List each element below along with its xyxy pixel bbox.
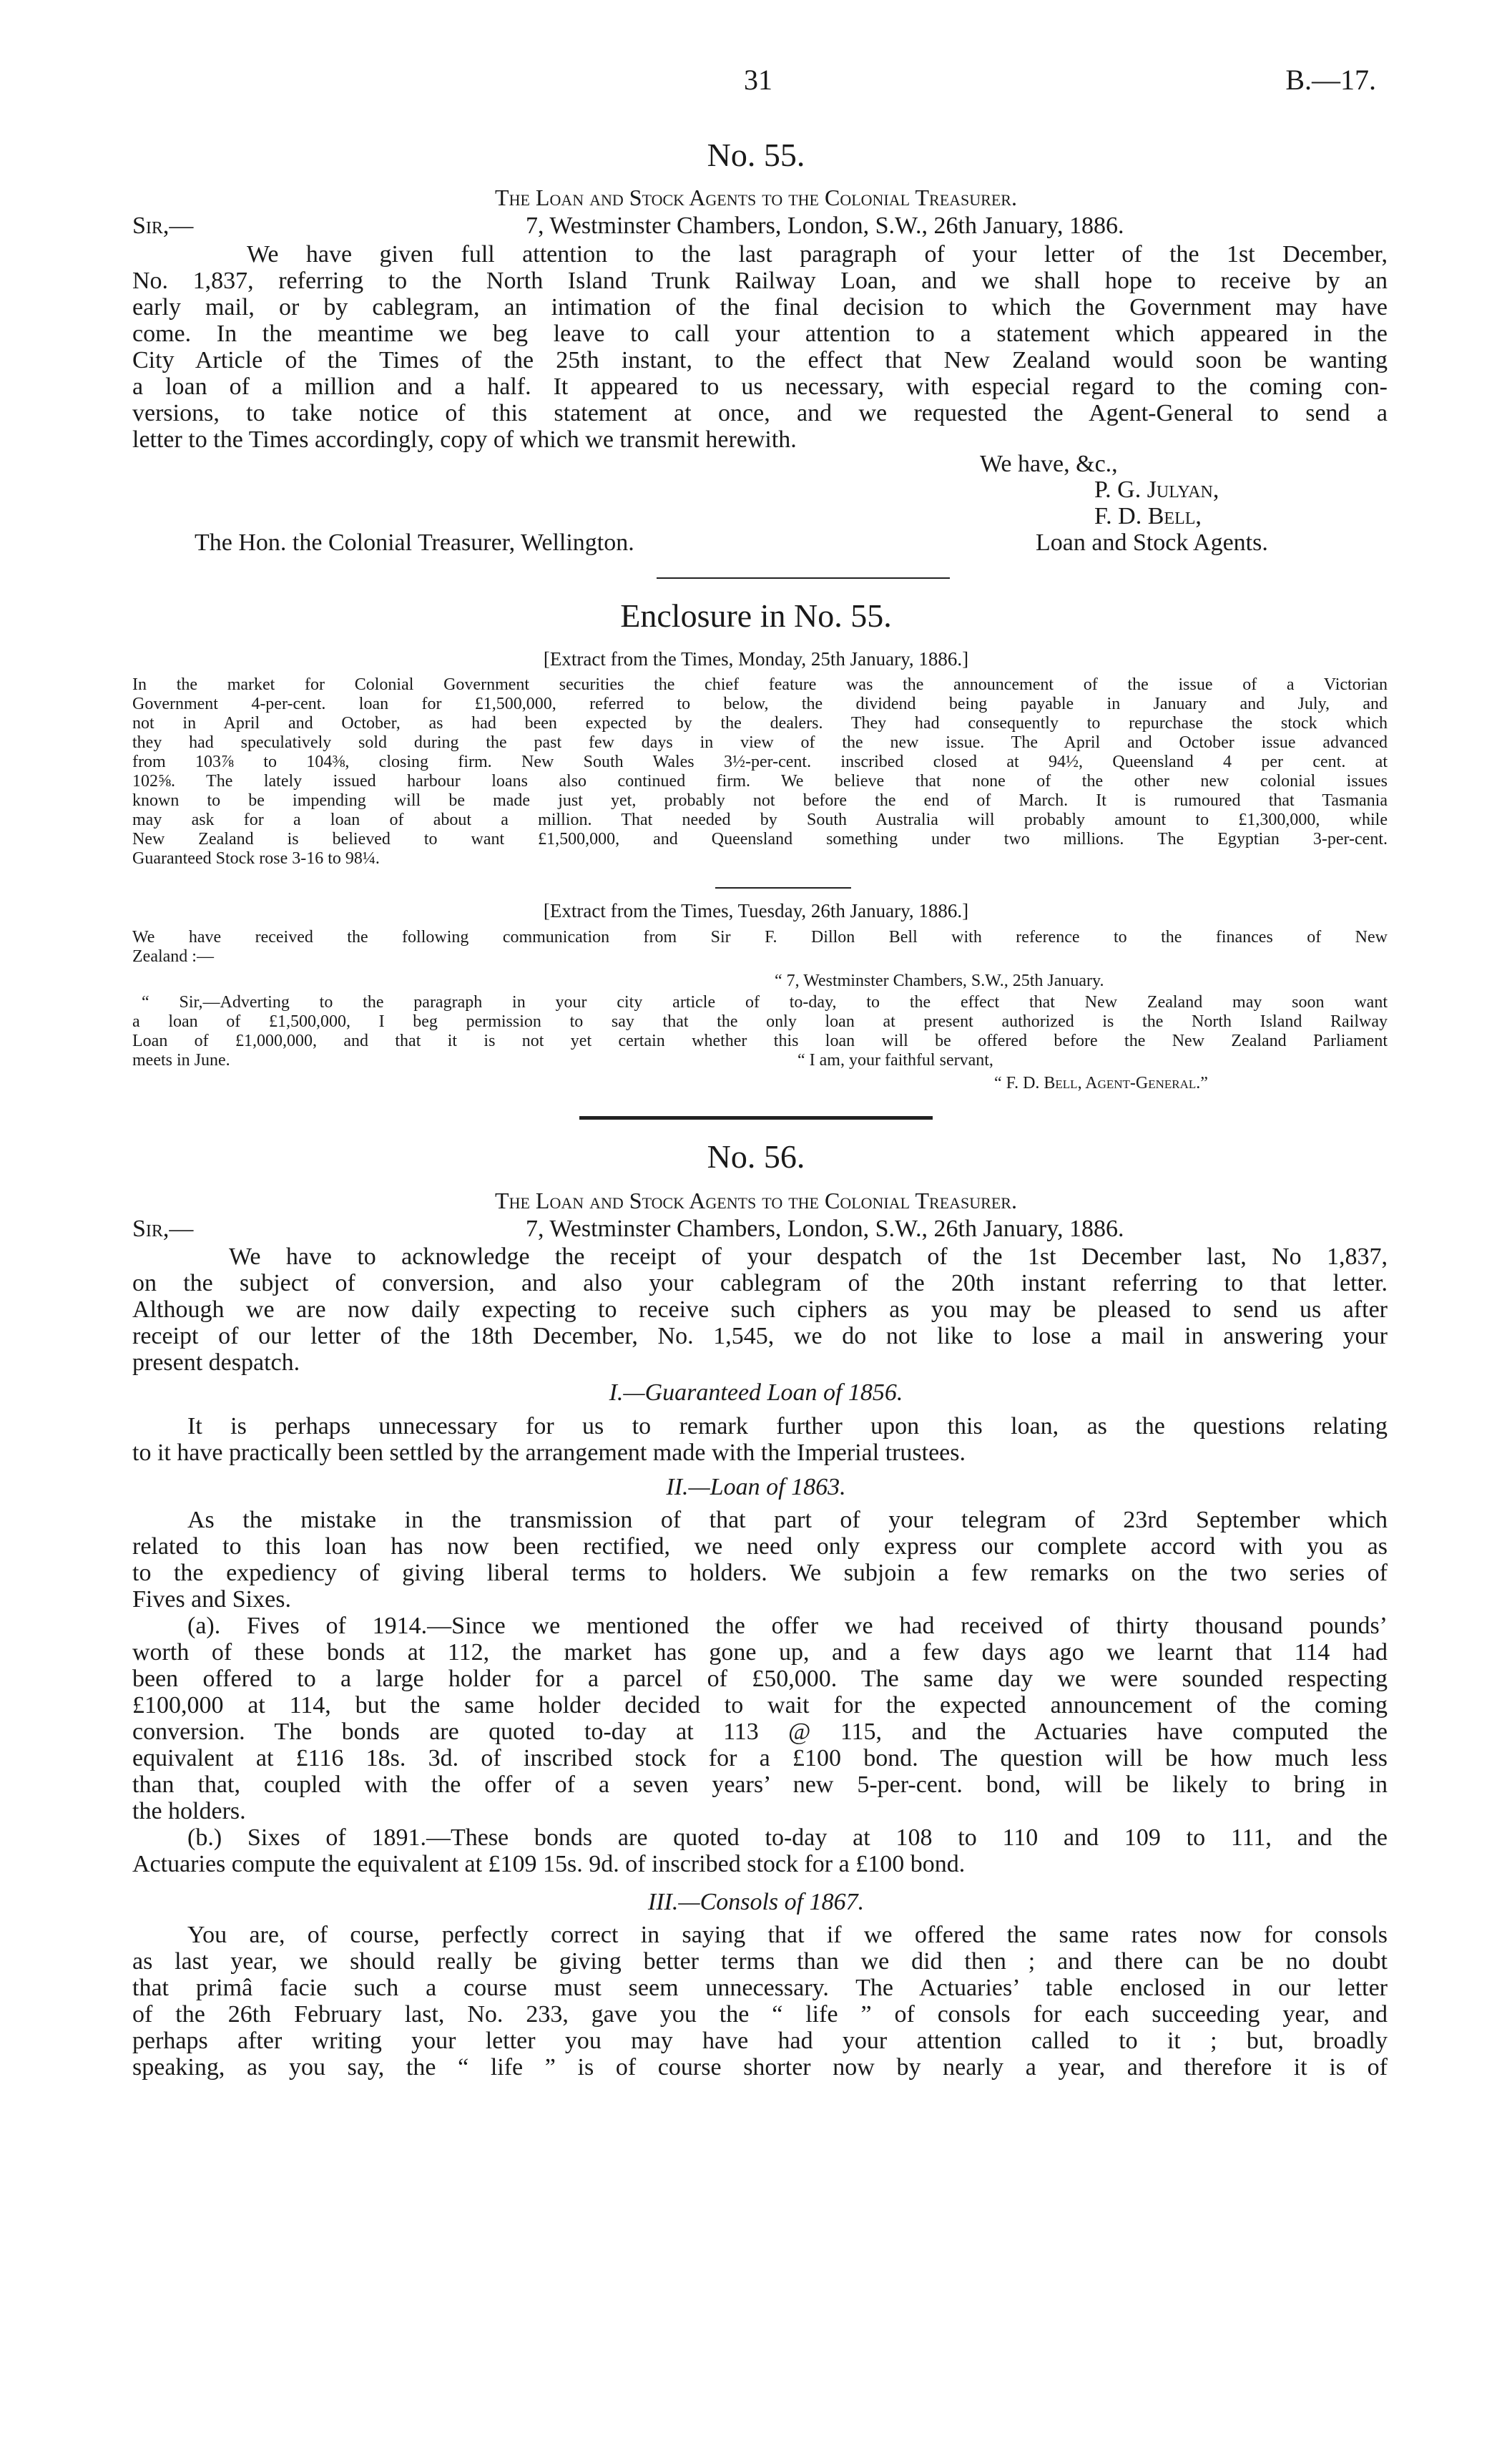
section3-title: III.—Consols of 1867. — [647, 1889, 865, 1915]
no56-line: Although we are now daily expecting to receive such ciphers as you may be pleased to send us after — [132, 1296, 1388, 1323]
no55-subtitle: The Loan and Stock Agents to the Colonial Treasurer. — [495, 185, 1017, 210]
sixes-line: (b.) Sixes of 1891.—These bonds are quoted to-day at 108 to 110 and 109 to 111, and the — [187, 1824, 1388, 1851]
document-reference: B.—17. — [1285, 64, 1376, 96]
letter-line: “ Sir,—Adverting to the paragraph in your city article of to-day, to the effect that New Zealand may soon want — [142, 993, 1388, 1012]
fives-line: (a). Fives of 1914.—Since we mentioned the offer we had received of thirty thousand pounds’ — [187, 1613, 1388, 1639]
sixes-line: Actuaries compute the equivalent at £109 15s. 9d. of inscribed stock for a £100 bond. — [132, 1851, 966, 1877]
extract1-line: In the market for Colonial Government securities the chief feature was the announcement of the issue of a Victorian — [132, 675, 1388, 694]
divider-thick — [579, 1116, 933, 1120]
no55-signer: F. D. Bell, — [1094, 503, 1202, 529]
no55-title: No. 55. — [707, 137, 805, 173]
extract2-intro-line: We have received the following communication from Sir F. Dillon Bell with reference to the finances of New — [132, 928, 1388, 947]
extract1-line: they had speculatively sold during the past few days in view of the new issue. The April and October issue advanced — [132, 733, 1388, 752]
extract1-line: New Zealand is believed to want £1,500,000, and Queensland something under two millions. The Egyptian 3-per-cent. — [132, 830, 1388, 849]
no55-addressee: The Hon. the Colonial Treasurer, Wellington. — [195, 529, 634, 556]
letter-line: Loan of £1,000,000, and that it is not yet certain whether this loan will be offered before the New Zealand Parliament — [132, 1032, 1388, 1050]
section2-line: Fives and Sixes. — [132, 1586, 291, 1613]
section3-line: of the 26th February last, No. 233, gave you the “ life ” of consols for each succeeding year, and — [132, 2001, 1388, 2028]
no55-signer: P. G. Julyan, — [1094, 476, 1219, 503]
no56-title: No. 56. — [707, 1138, 805, 1175]
no56-line: on the subject of conversion, and also your cablegram of the 20th instant referring to that letter. — [132, 1270, 1388, 1296]
section2-line: to the expediency of giving liberal terms to holders. We subjoin a few remarks on the two series of — [132, 1560, 1388, 1586]
fives-line: the holders. — [132, 1798, 246, 1824]
no55-line: letter to the Times accordingly, copy of which we transmit herewith. — [132, 426, 797, 453]
no56-address: 7, Westminster Chambers, London, S.W., 26th January, 1886. — [526, 1216, 1124, 1242]
fives-line: conversion. The bonds are quoted to-day at 113 @ 115, and the Actuaries have computed the — [132, 1719, 1388, 1745]
section3-line: as last year, we should really be giving better terms than we did then ; and there can be no doubt — [132, 1948, 1388, 1975]
no55-closing: We have, &c., — [980, 451, 1118, 477]
no55-line: City Article of the Times of the 25th instant, to the effect that New Zealand would soon be wanting — [132, 347, 1388, 373]
divider — [657, 577, 950, 579]
no55-line: No. 1,837, referring to the North Island Trunk Railway Loan, and we shall hope to receive by an — [132, 268, 1388, 294]
enclosure-title: Enclosure in No. 55. — [620, 597, 892, 634]
section2-line: As the mistake in the transmission of that part of your telegram of 23rd September which — [187, 1507, 1388, 1533]
extract1-line: not in April and October, as had been expected by the dealers. They had consequently to repurchase the stock which — [132, 714, 1388, 733]
no56-subtitle: The Loan and Stock Agents to the Colonial Treasurer. — [495, 1188, 1017, 1213]
section1-title: I.—Guaranteed Loan of 1856. — [609, 1379, 903, 1406]
extract1-line: Guaranteed Stock rose 3-16 to 98¼. — [132, 849, 380, 868]
section2-line: related to this loan has now been rectified, we need only express our complete accord with you as — [132, 1533, 1388, 1560]
no55-signer-title: Loan and Stock Agents. — [1036, 529, 1268, 556]
fives-line: £100,000 at 114, but the same holder decided to wait for the expected announcement of the coming — [132, 1692, 1388, 1719]
extract2-intro-line: Zealand :— — [132, 947, 214, 966]
letter-line: a loan of £1,500,000, I beg permission to say that the only loan at present authorized is the North Island Railway — [132, 1012, 1388, 1031]
extract1-line: Government 4-per-cent. loan for £1,500,000, referred to below, the dividend being payable in January and July, and — [132, 695, 1388, 713]
no55-address: 7, Westminster Chambers, London, S.W., 26th January, 1886. — [526, 212, 1124, 239]
no55-line: a loan of a million and a half. It appeared to us necessary, with especial regard to the coming con- — [132, 373, 1388, 400]
fives-line: than that, coupled with the offer of a seven years’ new 5-per-cent. bond, will be likely to bring in — [132, 1771, 1388, 1798]
letter-close: “ I am, your faithful servant, — [797, 1051, 993, 1070]
section1-line: to it have practically been settled by the arrangement made with the Imperial trustees. — [132, 1439, 966, 1466]
no56-line: present despatch. — [132, 1349, 300, 1376]
extract1-line: known to be impending will be made just yet, probably not before the end of March. It is rumoured that Tasmania — [132, 791, 1388, 810]
fives-line: worth of these bonds at 112, the market has gone up, and a few days ago we learnt that 114 had — [132, 1639, 1388, 1666]
extract1-line: 102⅝. The lately issued harbour loans also continued firm. We believe that none of the other new colonial issues — [132, 772, 1388, 791]
letter-address: “ 7, Westminster Chambers, S.W., 25th January. — [775, 972, 1104, 990]
section2-title: II.—Loan of 1863. — [666, 1474, 846, 1500]
no56-line: receipt of our letter of the 18th December, No. 1,545, we do not like to lose a mail in answering your — [132, 1323, 1388, 1349]
no56-salutation: Sir,— — [132, 1216, 194, 1242]
no55-line: We have given full attention to the last paragraph of your letter of the 1st December, — [247, 241, 1388, 268]
section3-line: You are, of course, perfectly correct in saying that if we offered the same rates now for consols — [187, 1922, 1388, 1948]
no56-line: We have to acknowledge the receipt of your despatch of the 1st December last, No 1,837, — [229, 1243, 1388, 1270]
fives-line: been offered to a large holder for a parcel of £50,000. The same day we were sounded respecting — [132, 1666, 1388, 1692]
extract2-caption: [Extract from the Times, Tuesday, 26th January, 1886.] — [543, 900, 969, 921]
extract1-line: may ask for a loan of about a million. That needed by South Australia will probably amount to £1,300,000, while — [132, 811, 1388, 829]
extract1-line: from 103⅞ to 104⅜, closing firm. New South Wales 3½-per-cent. inscribed closed at 94½, Queensland 4 per cent. at — [132, 753, 1388, 771]
letter-signature: “ F. D. Bell, Agent-General.” — [994, 1074, 1208, 1092]
no55-line: early mail, or by cablegram, an intimation of the final decision to which the Government may have — [132, 294, 1388, 321]
fives-line: equivalent at £116 18s. 3d. of inscribed stock for a £100 bond. The question will be how much less — [132, 1745, 1388, 1771]
no55-line: come. In the meantime we beg leave to call your attention to a statement which appeared in the — [132, 321, 1388, 347]
no55-line: versions, to take notice of this statement at once, and we requested the Agent-General to send a — [132, 400, 1388, 426]
section1-line: It is perhaps unnecessary for us to remark further upon this loan, as the questions relating — [187, 1413, 1388, 1439]
letter-line: meets in June. — [132, 1051, 230, 1070]
section3-line: perhaps after writing your letter you may have had your attention called to it ; but, broadly — [132, 2028, 1388, 2054]
section3-line: speaking, as you say, the “ life ” is of course shorter now by nearly a year, and therefore it is of — [132, 2054, 1388, 2081]
section3-line: that primâ facie such a course must seem unnecessary. The Actuaries’ table enclosed in our letter — [132, 1975, 1388, 2001]
divider — [715, 887, 851, 889]
extract1-caption: [Extract from the Times, Monday, 25th January, 1886.] — [543, 648, 969, 670]
no55-salutation: Sir,— — [132, 212, 194, 239]
page-number: 31 — [744, 64, 772, 96]
